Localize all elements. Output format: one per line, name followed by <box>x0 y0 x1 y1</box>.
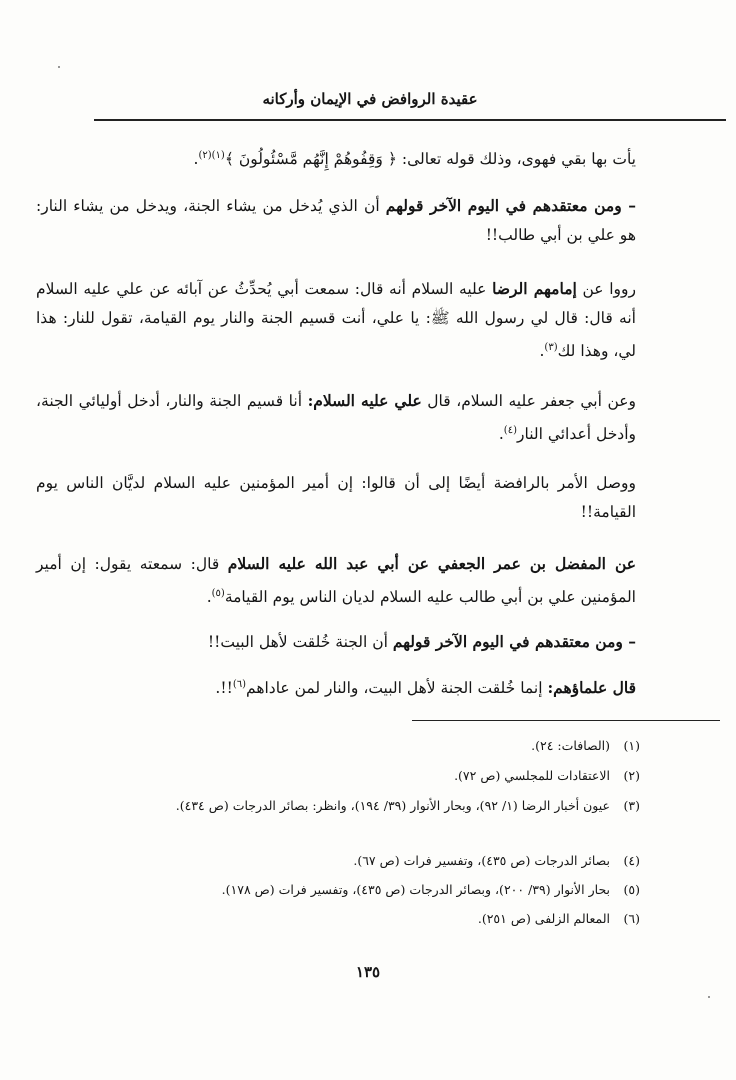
footnote-ref[interactable]: (٦) <box>232 679 246 690</box>
footnote-item <box>30 878 640 902</box>
paragraph-3 <box>36 274 636 366</box>
header-rule <box>94 119 726 121</box>
paragraph-3-bold: إمامهم الرضا <box>492 279 577 298</box>
paragraph-3-text: عليه السلام أنه قال: سمعت أبي يُحدِّثُ عن آبائه عن علي عليه السلام أنه قال: قال لي رسول الله ﷺ: يا علي، أنت قسيم الجنة والنار يوم القيامة، تقول للنار: هذا لي، وهذا لك <box>36 280 636 361</box>
paragraph-4-end: . <box>498 425 504 444</box>
paragraph-2 <box>36 191 636 250</box>
paragraph-2-heading: – ومن معتقدهم في اليوم الآخر قولهم <box>385 196 637 215</box>
paragraph-7-text: أن الجنة خُلقت لأهل البيت!! <box>207 633 393 651</box>
paragraph-3-end: . <box>539 342 545 361</box>
footnote-ref[interactable]: (٣) <box>544 342 558 353</box>
footnote-text: بصائر الدرجات (ص ٤٣٥)، وتفسير فرات (ص ٦٧). <box>353 853 610 868</box>
scan-speck <box>708 996 710 998</box>
page-number: ١٣٥ <box>355 963 381 981</box>
footnote-number: (٣) <box>623 798 640 813</box>
footnote-number: (٤) <box>623 853 640 868</box>
paragraph-8-bold: قال علماؤهم: <box>547 678 636 698</box>
paragraph-8-end: !!. <box>215 679 233 698</box>
scan-speck <box>58 66 60 68</box>
paragraph-8 <box>36 670 636 703</box>
footnote-text: المعالم الزلفى (ص ٢٥١). <box>477 911 610 926</box>
paragraph-4-text: أنا قسيم الجنة والنار، أدخل أوليائي الجنة، وأدخل أعدائي النار <box>36 392 636 444</box>
paragraph-4-bold: علي عليه السلام: <box>307 391 422 410</box>
footnote-text: (الصافات: ٢٤). <box>531 738 610 753</box>
paragraph-1 <box>36 141 636 174</box>
footnote-number: (٥) <box>623 882 640 897</box>
footnote-number: (١) <box>623 738 640 753</box>
paragraph-5-text: ووصل الأمر بالرافضة أيضًا إلى أن قالوا: إن أمير المؤمنين عليه السلام لديَّان الناس يوم القيامة!! <box>36 474 636 521</box>
footnote-number: (٦) <box>623 911 640 926</box>
paragraph-5 <box>36 469 636 527</box>
paragraph-1-text: يأت بها بقي فهوى، وذلك قوله تعالى: ﴿ وَقِفُوهُمْ إِنَّهُم مَّسْئُولُونَ ﴾ <box>224 150 636 169</box>
footnote-item <box>30 734 640 758</box>
footnote-item <box>30 764 640 788</box>
paragraph-7 <box>36 627 636 657</box>
paragraph-2-text: أن الذي يُدخل من يشاء الجنة، ويدخل من يشاء النار: هو علي بن أبي طالب!! <box>36 197 636 244</box>
footnote-text: بحار الأنوار (٣٩/ ٢٠٠)، وبصائر الدرجات (ص ٤٣٥)، وتفسير فرات (ص ١٧٨). <box>221 882 610 897</box>
paragraph-3-start: رووا عن <box>576 280 636 298</box>
running-title: عقيدة الروافض في الإيمان وأركانه <box>262 90 478 108</box>
paragraph-6-text: قال: سمعته يقول: إن أمير المؤمنين علي بن أبي طالب عليه السلام لديان الناس يوم القيامة <box>36 555 636 607</box>
paragraph-4 <box>36 386 636 449</box>
footnote-separator <box>412 720 720 721</box>
footnote-item <box>30 794 640 818</box>
paragraph-6-end: . <box>206 588 212 607</box>
paragraph-7-heading: – ومن معتقدهم في اليوم الآخر قولهم <box>392 632 636 651</box>
footnote-ref[interactable]: (٤) <box>503 425 517 436</box>
footnote-ref[interactable]: (٥) <box>211 588 225 599</box>
footnote-text: الاعتقادات للمجلسي (ص ٧٢). <box>454 768 610 783</box>
paragraph-4-start: وعن أبي جعفر عليه السلام، قال <box>421 392 636 410</box>
footnote-item <box>30 907 640 931</box>
paragraph-6-bold: عن المفضل بن عمر الجعفي عن أبي عبد الله عليه السلام <box>227 554 637 573</box>
footnote-ref[interactable]: (١)(٢) <box>198 150 225 161</box>
footnote-item <box>30 849 640 873</box>
paragraph-6 <box>36 549 636 612</box>
footnote-number: (٢) <box>623 768 640 783</box>
footnote-text: عيون أخبار الرضا (١/ ٩٢)، وبحار الأنوار (٣٩/ ١٩٤)، وانظر: بصائر الدرجات (ص ٤٣٤). <box>175 798 610 813</box>
paragraph-1-end: . <box>193 150 199 169</box>
paragraph-8-text: إنما خُلقت الجنة لأهل البيت، والنار لمن عاداهم <box>246 679 548 698</box>
